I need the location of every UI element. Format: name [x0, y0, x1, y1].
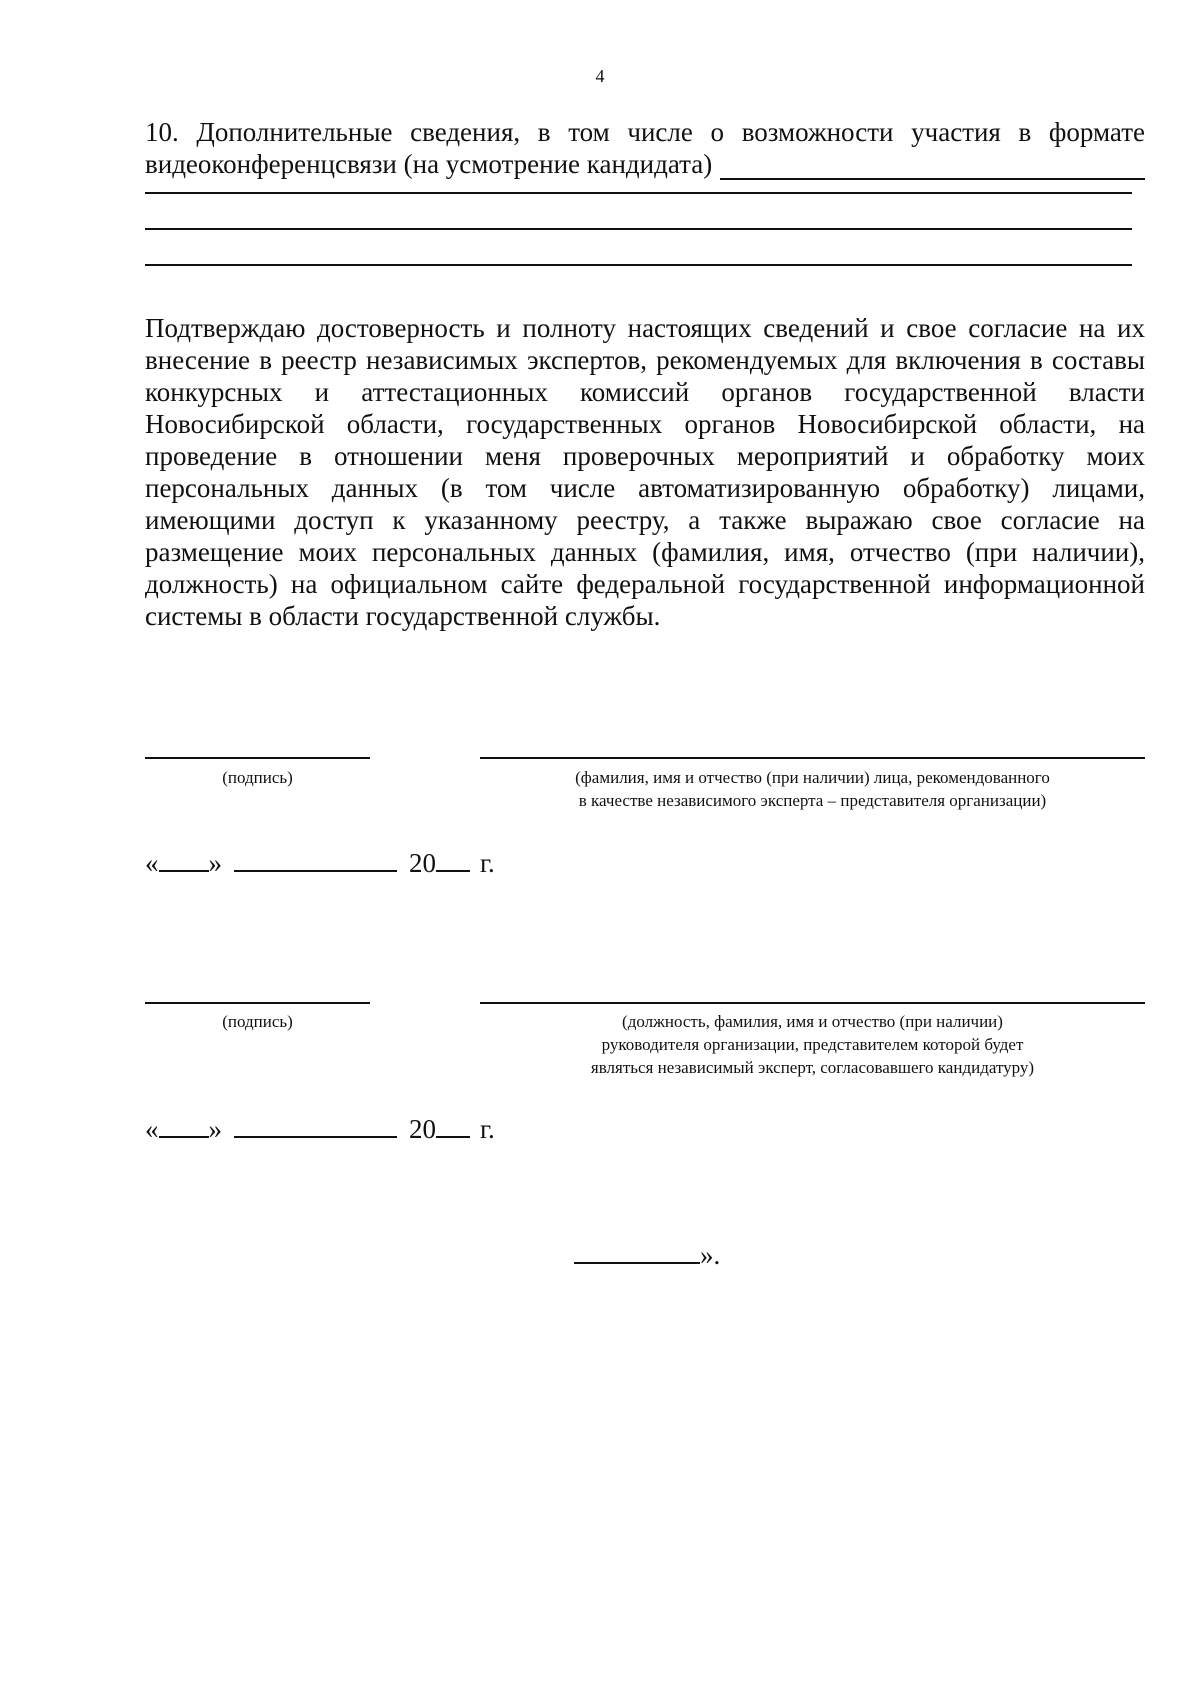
- day-blank-1[interactable]: [159, 848, 209, 872]
- year-suffix: г.: [480, 848, 495, 878]
- closing-quote: ».: [700, 1240, 721, 1270]
- page-number: 4: [595, 66, 605, 86]
- signature-line-1[interactable]: [145, 757, 370, 759]
- answer-blank-line-3[interactable]: [145, 264, 1132, 266]
- date-row-1: [145, 848, 495, 879]
- expert-name-caption-line-2: в качестве независимого эксперта – представителя организации): [578, 791, 1047, 810]
- answer-blank-line-2[interactable]: [145, 228, 1132, 230]
- day-blank-2[interactable]: [159, 1114, 209, 1138]
- expert-name-caption: [480, 766, 1145, 812]
- item-10-additional-info: [145, 116, 1145, 180]
- year-prefix: 20: [409, 848, 436, 878]
- consent-paragraph: [145, 312, 1145, 632]
- year-suffix: г.: [480, 1114, 495, 1144]
- head-name-caption: [480, 1010, 1145, 1079]
- item-10-answer-blank[interactable]: [720, 154, 1145, 180]
- month-blank-1[interactable]: [234, 848, 397, 872]
- signature-line-2[interactable]: [145, 1002, 370, 1004]
- year-prefix: 20: [409, 1114, 436, 1144]
- signature-caption-1: (подпись): [222, 768, 293, 787]
- head-name-caption-line-1: (должность, фамилия, имя и отчество (при наличии): [622, 1012, 1003, 1031]
- close-quote: »: [208, 1114, 222, 1144]
- closing-blank: [574, 1240, 700, 1264]
- closing-mark: [574, 1240, 720, 1271]
- expert-name-caption-line-1: (фамилия, имя и отчество (при наличии) лица, рекомендованного: [575, 768, 1050, 787]
- item-10-line-2: [145, 148, 1145, 180]
- head-name-caption-line-2: руководителя организации, представителем которой будет: [601, 1035, 1024, 1054]
- month-blank-2[interactable]: [234, 1114, 397, 1138]
- head-name-caption-line-3: являться независимый эксперт, согласовавшего кандидатуру): [590, 1058, 1035, 1077]
- year-blank-1[interactable]: [436, 848, 470, 872]
- open-quote: «: [145, 1114, 159, 1144]
- expert-name-line[interactable]: [480, 757, 1145, 759]
- item-10-line-2-text: видеоконференцсвязи (на усмотрение кандидата): [145, 149, 713, 179]
- head-name-line[interactable]: [480, 1002, 1145, 1004]
- consent-text: Подтверждаю достоверность и полноту настоящих сведений и свое согласие на их внесение в реестр независимых экспертов, рекомендуемых для включения в составы конкурсных и аттестационных комиссий органов государственной власти Новосибирской области, государственных органов Новосибирской области, на проведение в отношении меня проверочных мероприятий и обработку моих персональных данных (в том числе автоматизированную обработку) лицами, имеющими доступ к указанному реестру, а также выражаю свое согласие на размещение моих персональных данных (фамилия, имя, отчество (при наличии), должность) на официальном сайте федеральной государственной информационной системы в области государственной службы.: [145, 313, 1145, 631]
- answer-blank-line-1[interactable]: [145, 192, 1132, 194]
- year-blank-2[interactable]: [436, 1114, 470, 1138]
- date-row-2: [145, 1114, 495, 1145]
- open-quote: «: [145, 848, 159, 878]
- signature-caption-2: (подпись): [222, 1012, 293, 1031]
- item-10-line-1: 10. Дополнительные сведения, в том числе о возможности участия в формате: [145, 117, 1145, 147]
- close-quote: »: [208, 848, 222, 878]
